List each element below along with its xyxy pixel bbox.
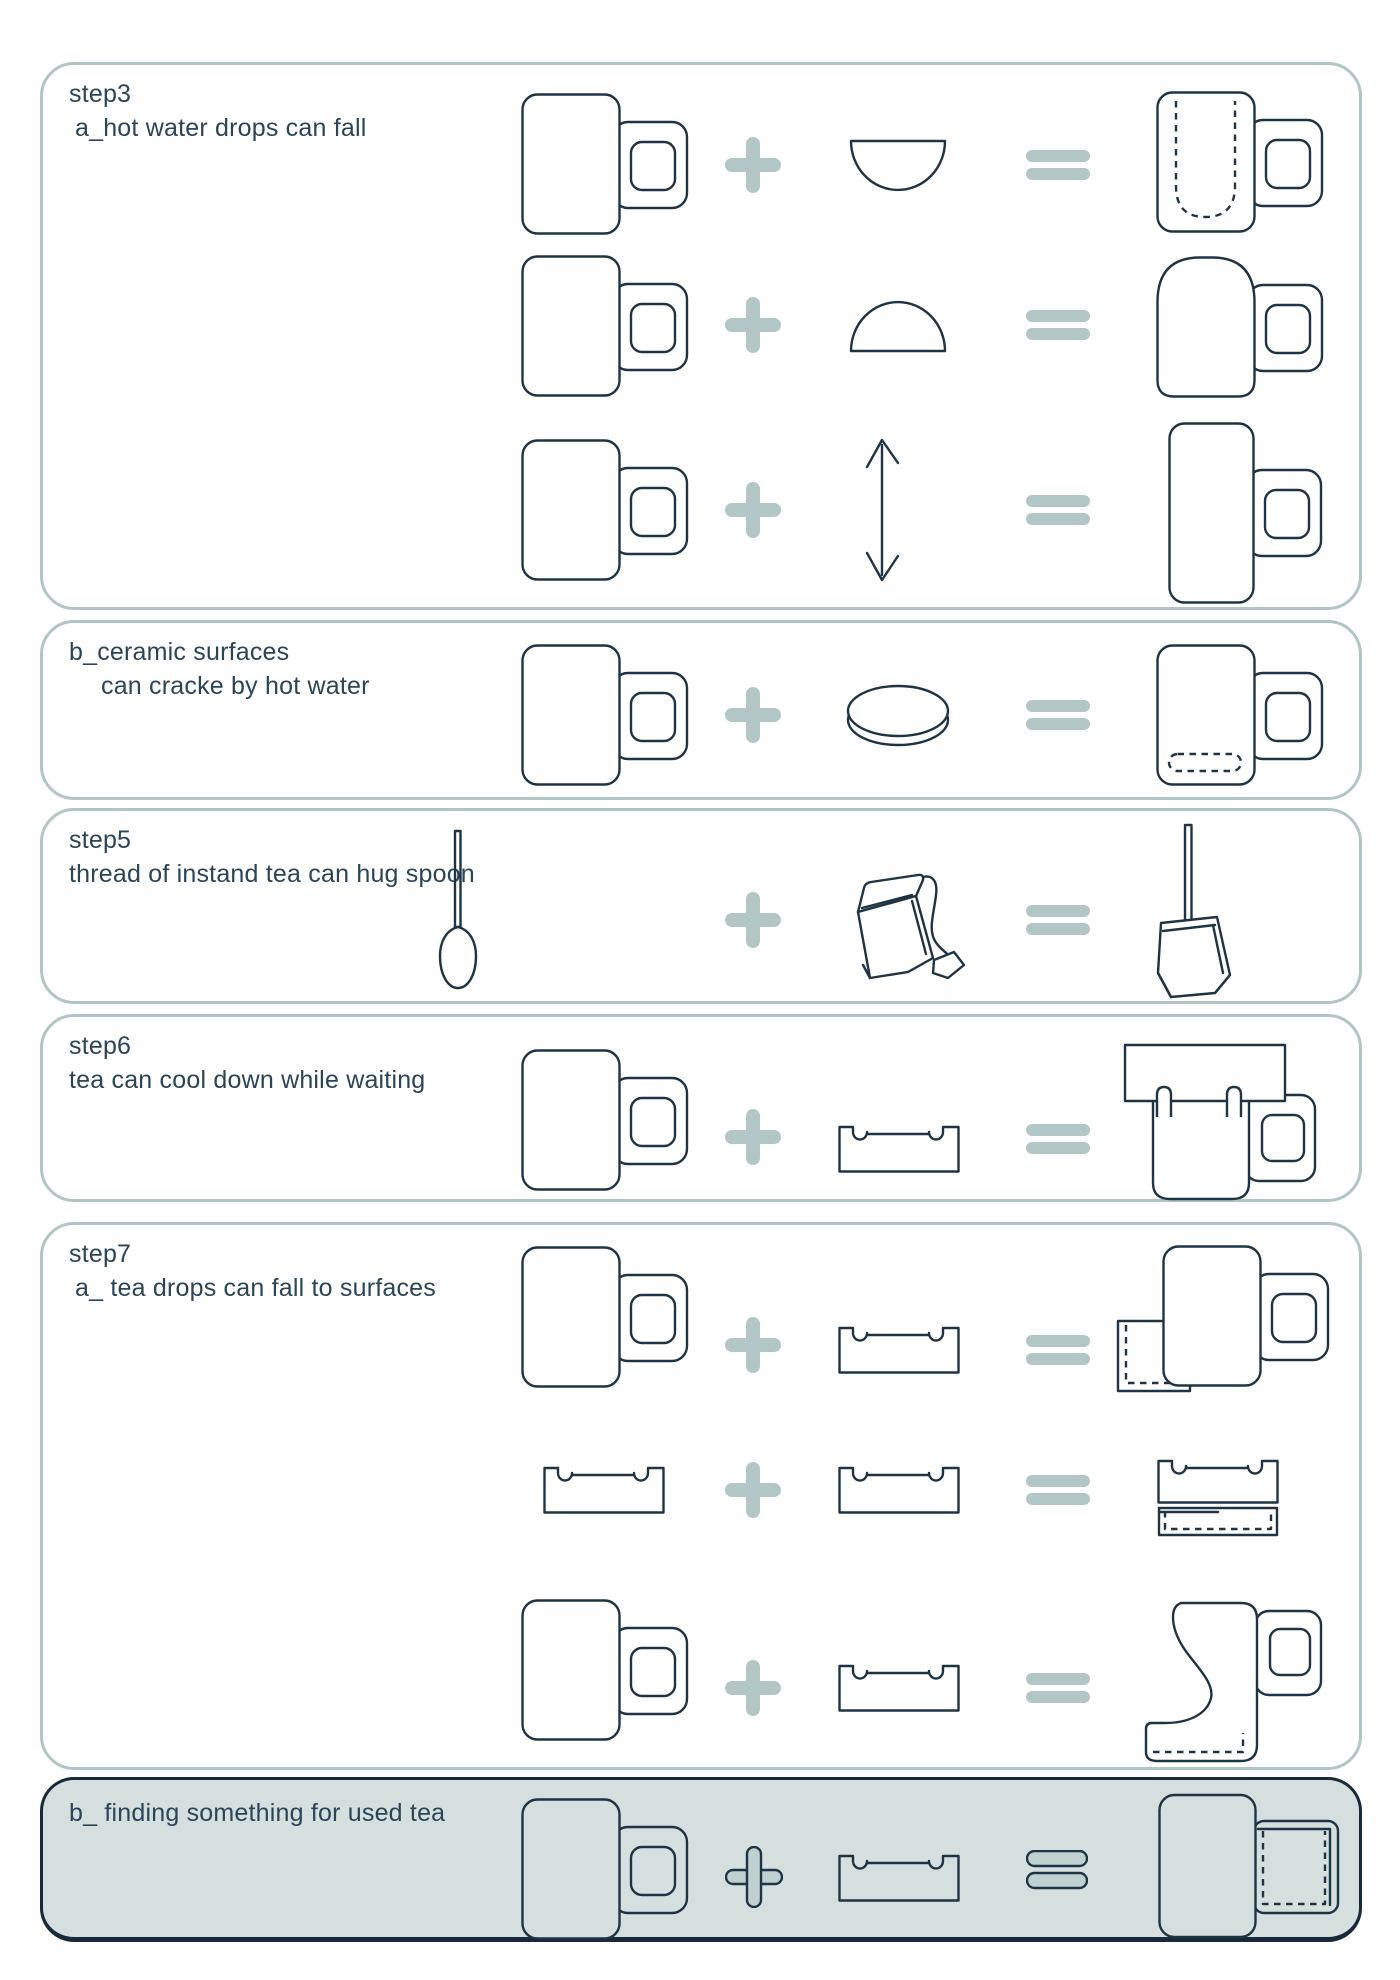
equals-icon	[1026, 1335, 1090, 1365]
taller-mug-icon	[1168, 422, 1330, 604]
mug-with-curved-drip-base-icon	[1143, 1601, 1333, 1768]
notched-tray-icon	[838, 1465, 960, 1515]
notched-tray-icon	[838, 1124, 960, 1174]
mug-icon	[521, 93, 693, 235]
step-label: step6	[69, 1032, 132, 1060]
mug-icon	[521, 1246, 693, 1388]
mug-icon	[521, 439, 693, 581]
mug-with-dashed-side-tray-icon	[1116, 1243, 1336, 1397]
plus-icon	[725, 481, 781, 539]
step-description: thread of instand tea can hug spoon	[69, 860, 475, 888]
mug-icon	[521, 1049, 693, 1191]
panel-step5	[40, 808, 1362, 1004]
panel-step7-a	[40, 1222, 1362, 1770]
notched-tray-icon	[838, 1325, 960, 1375]
plus-icon	[725, 686, 781, 744]
plus-icon	[725, 1461, 781, 1519]
plus-icon	[725, 296, 781, 354]
mug-icon	[521, 1798, 693, 1940]
step-label: step3	[69, 80, 132, 108]
panel-step5-label	[69, 823, 475, 891]
plus-outline-icon	[725, 1846, 783, 1908]
step-description: can cracke by hot water	[101, 672, 370, 700]
equals-icon	[1026, 700, 1090, 730]
panel-step7-b	[40, 1777, 1362, 1942]
step-label: step7	[69, 1240, 132, 1268]
step-description: tea can cool down while waiting	[69, 1066, 426, 1094]
panel-step7-b-label	[69, 1796, 445, 1830]
tea-bag-hugging-spoon-icon	[1133, 823, 1243, 1001]
half-round-dome-icon	[848, 298, 948, 354]
mug-with-domed-top-icon	[1156, 256, 1328, 398]
panel-step3-b-label	[69, 635, 370, 703]
stacked-trays-with-dashed-drawer-icon	[1156, 1458, 1280, 1538]
panel-step3-a	[40, 62, 1362, 610]
notched-tray-icon	[543, 1465, 665, 1515]
mug-with-dashed-inner-liner-icon	[1156, 91, 1328, 233]
plus-icon	[725, 1316, 781, 1374]
equals-icon	[1026, 1475, 1090, 1505]
step-description: b_ finding something for used tea	[69, 1799, 446, 1827]
equals-icon	[1026, 495, 1090, 525]
plus-icon	[725, 1659, 781, 1717]
equals-icon	[1026, 1124, 1090, 1154]
half-round-bowl-icon	[848, 138, 948, 194]
equals-icon	[1026, 1673, 1090, 1703]
equals-icon	[1026, 150, 1090, 180]
equals-icon	[1026, 905, 1090, 935]
ceramic-disc-icon	[846, 682, 950, 748]
step-label: step5	[69, 826, 132, 854]
plus-icon	[725, 1108, 781, 1166]
mug-icon	[521, 1599, 693, 1741]
step-description: a_hot water drops can fall	[75, 114, 367, 142]
instant-tea-bag-icon	[838, 868, 970, 1002]
step-label: b_ceramic surfaces	[69, 638, 290, 666]
step-description: a_ tea drops can fall to surfaces	[75, 1274, 436, 1302]
panel-step7-a-label	[69, 1237, 436, 1305]
plus-icon	[725, 891, 781, 949]
plus-icon	[725, 136, 781, 194]
panel-step6-label	[69, 1029, 425, 1097]
vertical-stretch-arrow-icon	[865, 433, 901, 587]
equals-icon	[1026, 310, 1090, 340]
notched-tray-icon	[838, 1663, 960, 1713]
mug-with-dashed-base-pad-icon	[1156, 644, 1328, 786]
equals-outline-icon	[1026, 1850, 1088, 1890]
mug-icon	[521, 644, 693, 786]
panel-step3-b	[40, 620, 1362, 800]
notched-tray-icon	[838, 1853, 960, 1903]
panel-step3-a-label	[69, 77, 366, 145]
mug-with-lid-tray-icon	[1123, 1043, 1318, 1205]
mug-icon	[521, 255, 693, 397]
spoon-icon	[435, 829, 481, 991]
panel-step6	[40, 1014, 1362, 1202]
mug-with-side-tea-tray-icon	[1158, 1791, 1343, 1943]
